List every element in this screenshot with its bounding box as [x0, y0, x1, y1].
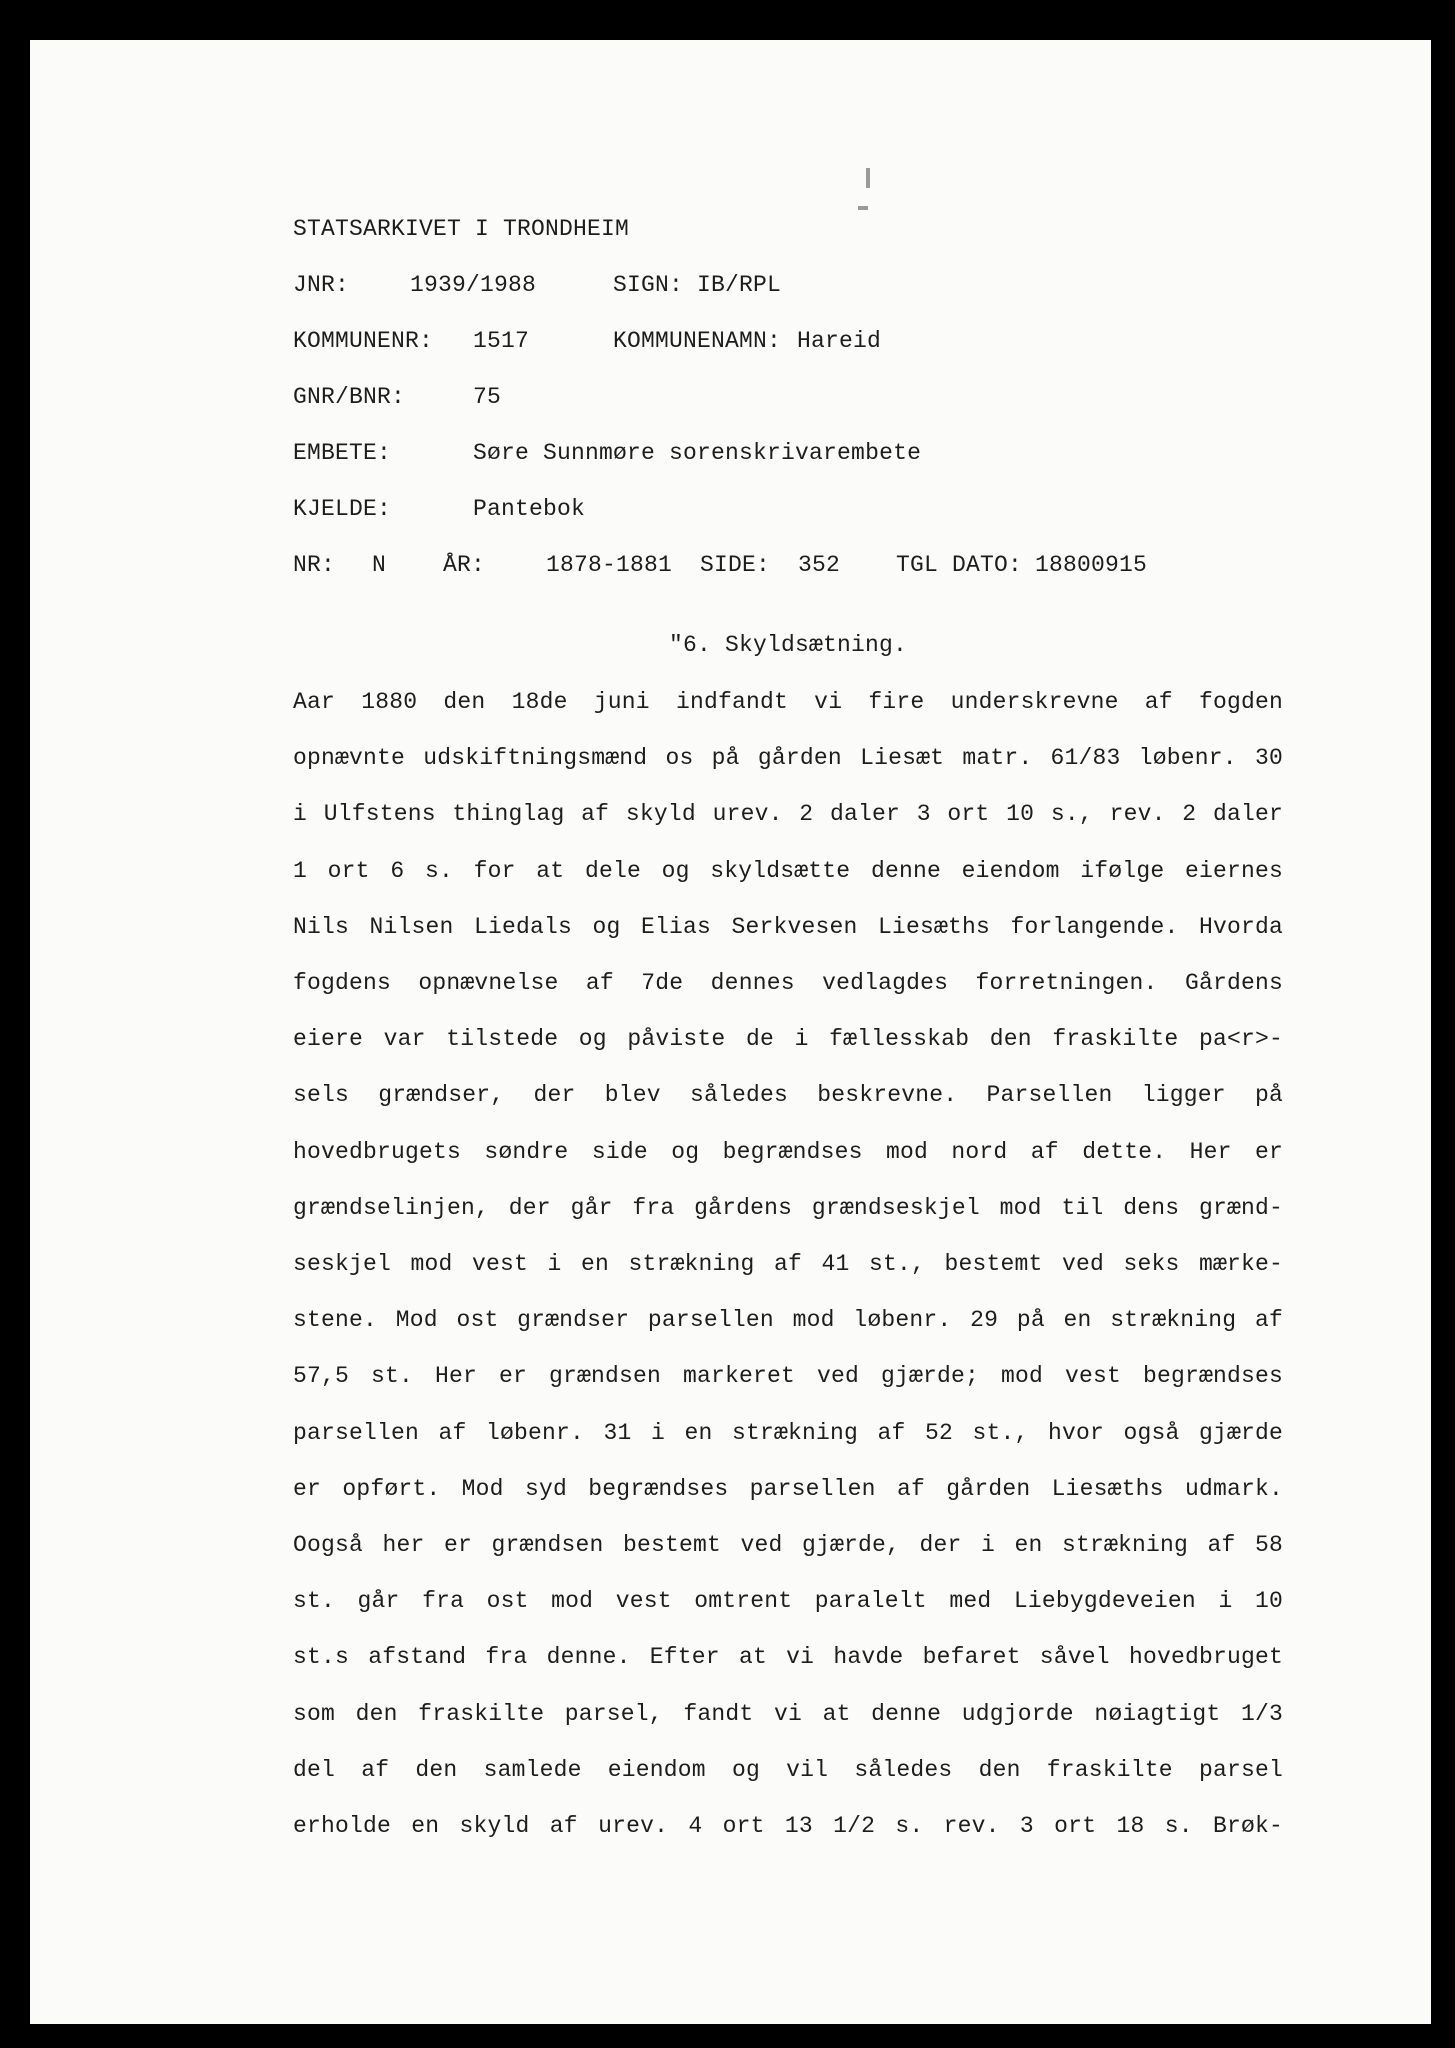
body-line: grændselinjen, der går fra gårdens grændseskjel mod til dens grænd- — [293, 1195, 1283, 1221]
body-line: stene. Mod ost grændser parsellen mod løbenr. 29 på en strækning af — [293, 1307, 1283, 1333]
body-line: 1 ort 6 s. for at dele og skyldsætte denne eiendom ifølge eiernes — [293, 858, 1283, 884]
tgl-label: TGL DATO: — [896, 552, 1023, 578]
body-line: del af den samlede eiendom og vil således den fraskilte parsel — [293, 1757, 1283, 1783]
body-line: parsellen af løbenr. 31 i en strækning af 52 st., hvor også gjærde — [293, 1420, 1283, 1446]
embete-label: EMBETE: — [293, 440, 392, 466]
section-heading: "6. Skyldsætning. — [669, 632, 908, 658]
nr-label: NR: — [293, 552, 336, 578]
body-line: erholde en skyld af urev. 4 ort 13 1/2 s. rev. 3 ort 18 s. Brøk- — [293, 1813, 1283, 1839]
kjelde-label: KJELDE: — [293, 496, 392, 522]
body-line: Aar 1880 den 18de juni indfandt vi fire underskrevne af fogden — [293, 689, 1283, 715]
kommunenamn-value: Hareid — [797, 328, 882, 354]
embete-value: Søre Sunnmøre sorenskrivarembete — [473, 440, 922, 466]
kjelde-value: Pantebok — [473, 496, 586, 522]
side-value: 352 — [798, 552, 841, 578]
aar-label: ÅR: — [443, 552, 486, 578]
kommunenr-label: KOMMUNENR: — [293, 328, 434, 354]
body-line: sels grændser, der blev således beskrevne. Parsellen ligger på — [293, 1082, 1283, 1108]
body-line: som den fraskilte parsel, fandt vi at denne udgjorde nøiagtigt 1/3 — [293, 1701, 1283, 1727]
kommunenr-value: 1517 — [473, 328, 530, 354]
body-line: Oogså her er grændsen bestemt ved gjærde, der i en strækning af 58 — [293, 1532, 1283, 1558]
body-line: Nils Nilsen Liedals og Elias Serkvesen Liesæths forlangende. Hvorda — [293, 914, 1283, 940]
body-line: i Ulfstens thinglag af skyld urev. 2 daler 3 ort 10 s., rev. 2 daler — [293, 801, 1283, 827]
body-line: hovedbrugets søndre side og begrændses mod nord af dette. Her er — [293, 1139, 1283, 1165]
jnr-value: 1939/1988 — [410, 272, 537, 298]
scan-mark — [858, 206, 868, 210]
side-label: SIDE: — [700, 552, 771, 578]
body-line: st.s afstand fra denne. Efter at vi havde befaret såvel hovedbruget — [293, 1644, 1283, 1670]
sign-label: SIGN: — [613, 272, 684, 298]
archive-name: STATSARKIVET I TRONDHEIM — [293, 216, 630, 242]
body-line: 57,5 st. Her er grændsen markeret ved gjærde; mod vest begrændses — [293, 1363, 1283, 1389]
nr-value: N — [372, 552, 387, 578]
gnr-label: GNR/BNR: — [293, 384, 406, 410]
gnr-value: 75 — [473, 384, 502, 410]
body-line: fogdens opnævnelse af 7de dennes vedlagdes forretningen. Gårdens — [293, 970, 1283, 996]
tgl-value: 18800915 — [1035, 552, 1148, 578]
scan-mark — [866, 168, 870, 188]
body-line: st. går fra ost mod vest omtrent paralelt med Liebygdeveien i 10 — [293, 1588, 1283, 1614]
sign-value: IB/RPL — [697, 272, 782, 298]
body-line: opnævnte udskiftningsmænd os på gården Liesæt matr. 61/83 løbenr. 30 — [293, 745, 1283, 771]
kommunenamn-label: KOMMUNENAMN: — [613, 328, 782, 354]
body-line: eiere var tilstede og påviste de i fællesskab den fraskilte pa<r>- — [293, 1026, 1283, 1052]
aar-value: 1878-1881 — [546, 552, 673, 578]
body-line: seskjel mod vest i en strækning af 41 st., bestemt ved seks mærke- — [293, 1251, 1283, 1277]
body-line: er opført. Mod syd begrændses parsellen af gården Liesæths udmark. — [293, 1476, 1283, 1502]
jnr-label: JNR: — [293, 272, 350, 298]
